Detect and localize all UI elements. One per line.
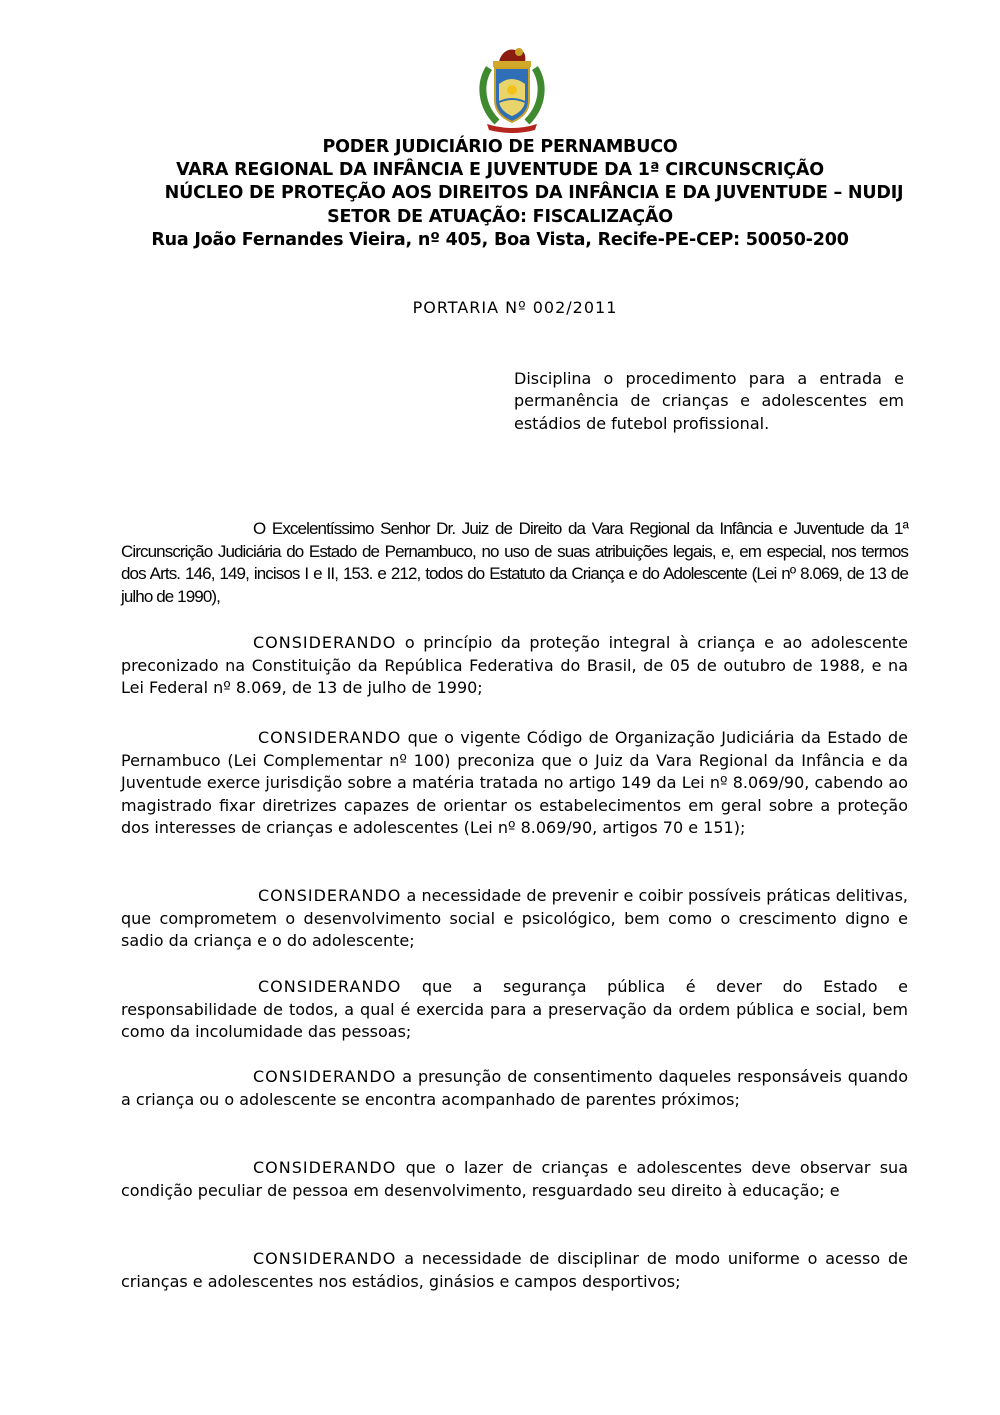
considerando-text: a presunção de consentimento daqueles responsáveis quando a criança ou o adolescente se encontra acompanhado de parentes próximos; bbox=[121, 1067, 908, 1109]
preamble: O Excelentíssimo Senhor Dr. Juiz de Direito da Vara Regional da Infância e Juventude da 1ª Circunscrição Judiciária do Estado de Pernambuco, no uso de suas atribuições legais, e, em especial, nos termos dos Arts. 146, 149, incisos I e II, 153. e 212, todos do Estatuto da Criança e do Adolescente (Lei nº 8.069, de 13 de julho de 1990), bbox=[121, 519, 908, 606]
considerando-text: que a segurança pública é dever do Estado e responsabilidade de todos, a qual é exercida para a preservação da ordem pública e social, bem como da incolumidade das pessoas; bbox=[121, 977, 908, 1042]
considerando-label: CONSIDERANDO bbox=[258, 977, 402, 996]
considerando-text: que o lazer de crianças e adolescentes deve observar sua condição peculiar de pessoa em desenvolvimento, resguardado seu direito à educação; e bbox=[121, 1158, 908, 1200]
considerando-label: CONSIDERANDO bbox=[253, 1158, 397, 1177]
considerando-label: CONSIDERANDO bbox=[253, 1067, 397, 1086]
considerando-label: CONSIDERANDO bbox=[258, 886, 402, 905]
considerando-text: que o vigente Código de Organização Judiciária da Estado de Pernambuco (Lei Complementar nº 100) preconiza que o Juiz da Vara Regional da Infância e da Juventude exerce jurisdição sobre a matéria tratada no artigo 149 da Lei nº 8.069/90, cabendo ao magistrado fixar diretrizes capazes de orientar os estabelecimentos em geral sobre a proteção dos interesses de crianças e adolescentes (Lei nº 8.069/90, artigos 70 e 151); bbox=[121, 728, 908, 838]
considerando-paragraph bbox=[121, 1066, 908, 1111]
considerando-paragraph bbox=[121, 1248, 908, 1293]
document-header bbox=[0, 136, 1000, 252]
ementa: Disciplina o procedimento para a entrada e permanência de crianças e adolescentes em estádios de futebol profissional. bbox=[514, 369, 904, 433]
coat-of-arms-icon bbox=[475, 44, 549, 134]
considerando-paragraph bbox=[121, 632, 908, 700]
considerando-label: CONSIDERANDO bbox=[253, 633, 397, 652]
header-setor: SETOR DE ATUAÇÃO: FISCALIZAÇÃO bbox=[327, 206, 673, 227]
considerando-label: CONSIDERANDO bbox=[253, 1249, 397, 1268]
header-court: PODER JUDICIÁRIO DE PERNAMBUCO bbox=[322, 137, 678, 157]
considerando-label: CONSIDERANDO bbox=[258, 728, 402, 747]
considerando-paragraph bbox=[121, 727, 908, 840]
considerando-text: o princípio da proteção integral à criança e ao adolescente preconizado na Constituição da República Federativa do Brasil, de 05 de outubro de 1988, e na Lei Federal nº 8.069, de 13 de julho de 1990; bbox=[121, 633, 908, 698]
considerando-paragraph bbox=[121, 976, 908, 1044]
considerando-text: a necessidade de prevenir e coibir possíveis práticas delitivas, que comprometem o desenvolvimento social e psicológico, bem como o crescimento digno e sadio da criança e o do adolescente; bbox=[121, 886, 908, 951]
considerando-text: a necessidade de disciplinar de modo uniforme o acesso de crianças e adolescentes nos estádios, ginásios e campos desportivos; bbox=[121, 1249, 908, 1291]
header-address: Rua João Fernandes Vieira, nº 405, Boa Vista, Recife-PE-CEP: 50050-200 bbox=[151, 229, 849, 250]
considerando-paragraph bbox=[121, 1157, 908, 1202]
header-nucleo: NÚCLEO DE PROTEÇÃO AOS DIREITOS DA INFÂNCIA E DA JUVENTUDE – NUDIJ bbox=[164, 183, 904, 204]
considerando-paragraph bbox=[121, 885, 908, 953]
portaria-title: PORTARIA Nº 002/2011 bbox=[412, 298, 618, 317]
header-vara: VARA REGIONAL DA INFÂNCIA E JUVENTUDE DA 1ª CIRCUNSCRIÇÃO bbox=[176, 160, 824, 181]
